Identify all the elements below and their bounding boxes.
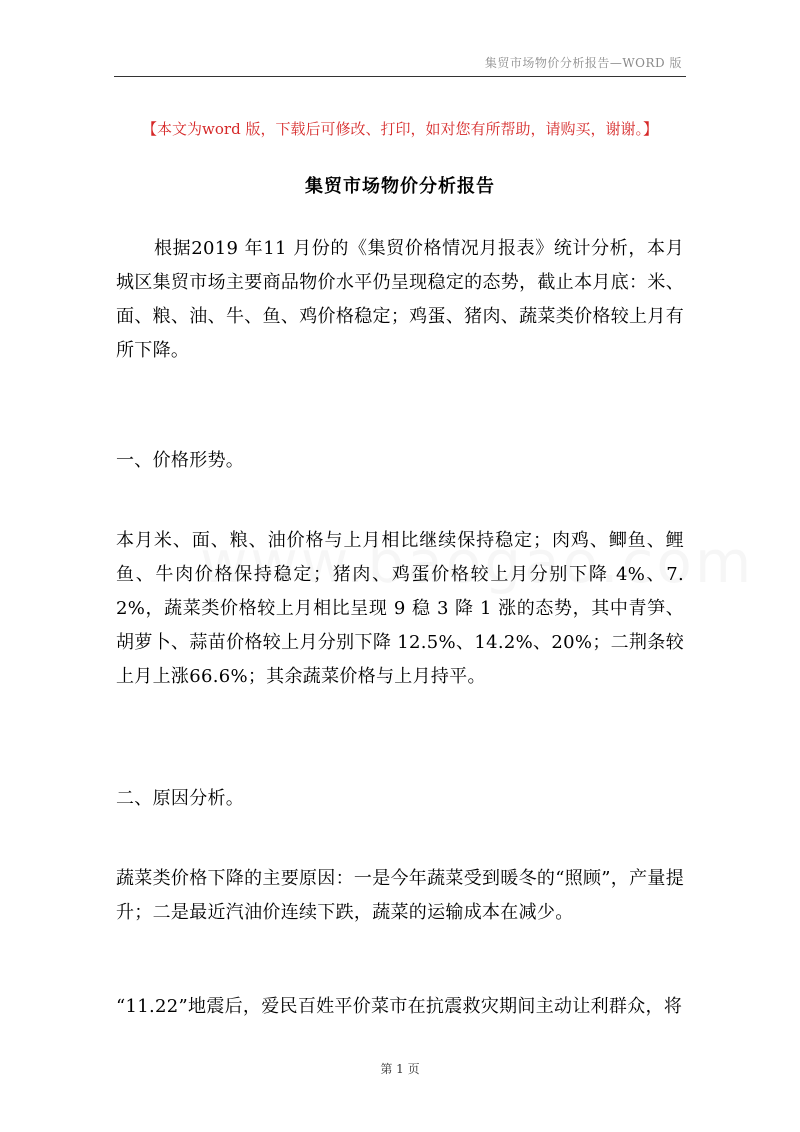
paragraph-cause-analysis: 蔬菜类价格下降的主要原因：一是今年蔬菜受到暖冬的“照顾”，产量提升；二是最近汽油价连续下跌，蔬菜的运输成本在减少。 [116, 868, 685, 923]
paragraph-intro: 根据2019 年11 月份的《集贸价格情况月报表》统计分析，本月城区集贸市场主要商品物价水平仍呈现稳定的态势，截止本月底：米、面、粮、油、牛、鱼、鸡价格稳定；鸡蛋、猪肉、蔬菜类价格较上月有所下降。 [116, 238, 684, 361]
section-heading-price-trend: 一、价格形势。 [116, 450, 245, 471]
running-header: 集贸市场物价分析报告—WORD 版 [484, 56, 682, 70]
header-divider [114, 76, 686, 77]
paragraph-earthquake: “11.22”地震后，爱民百姓平价菜市在抗震救灾期间主动让利群众，将 [116, 996, 683, 1017]
section-heading-cause-analysis: 二、原因分析。 [116, 788, 245, 809]
page-number: 第 1 页 [380, 1062, 420, 1076]
document-title: 集贸市场物价分析报告 [305, 176, 495, 197]
download-notice: 【本文为word 版，下载后可修改、打印，如对您有所帮助，请购买，谢谢。】 [142, 120, 658, 138]
paragraph-price-trend: 本月米、面、粮、油价格与上月相比继续保持稳定；肉鸡、鲫鱼、鲤鱼、牛肉价格保持稳定；猪肉、鸡蛋价格较上月分别下降 4%、7.2%，蔬菜类价格较上月相比呈现 9 稳 3 降 1 涨的态势，其中青笋、胡萝卜、蒜苗价格较上月分别下降 12.5%、14.2%、20%；二荆条较上月上涨66.6%；其余蔬菜价格与上月持平。 [116, 530, 684, 687]
